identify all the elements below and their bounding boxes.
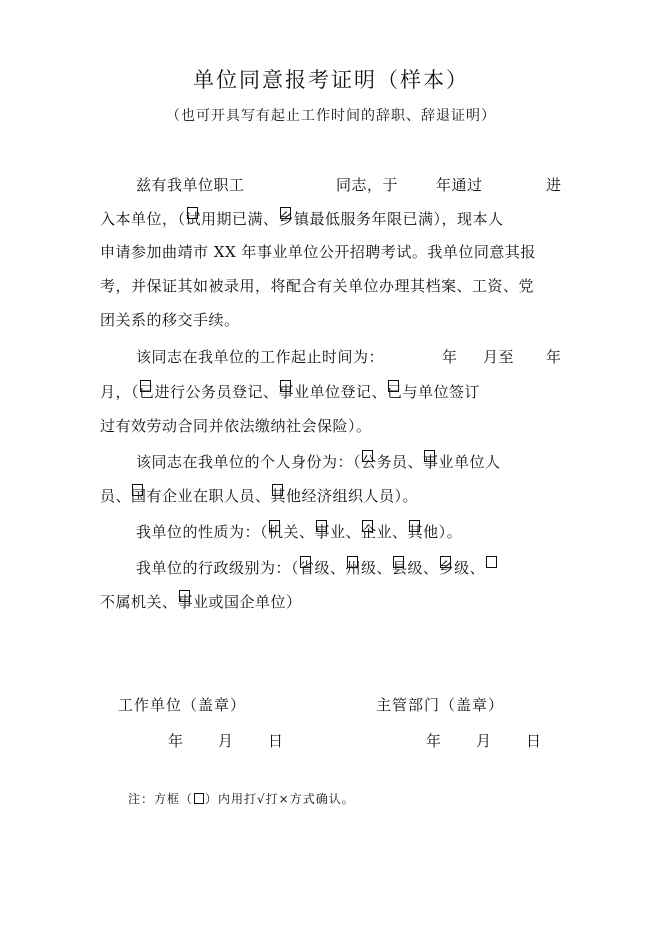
page-title: 单位同意报考证明（样本） [193,68,469,92]
text: 我单位的性质为：（ [136,523,269,541]
text: 月，（ [100,383,140,401]
text [136,556,485,580]
checkbox-level-not-institution[interactable] [179,590,190,602]
checkbox-nature-institution[interactable] [316,520,327,532]
left-year: 年 [168,732,185,750]
checkbox-township-service[interactable] [280,207,291,219]
right-year: 年 [426,732,443,750]
text: 我单位的行政级别为：（ [136,559,300,577]
para5-line2 [100,590,562,614]
checkbox-nature-organ[interactable] [269,520,280,532]
checkbox-identity-institution[interactable] [424,450,435,462]
text: 月至 [483,348,515,366]
text: 申请参加曲靖市 XX 年事业单位公开招聘考试。我单位同意其报 [100,243,536,261]
text: 不属机关、 [100,593,178,611]
checkbox-level-not-organ[interactable] [486,556,497,568]
text: 年通过 [436,176,483,194]
text: 进 [546,176,562,194]
text: 考，并保证其如被录用，将配合有关单位办理其档案、工资、党 [100,277,535,295]
text [100,207,504,231]
checkbox-probation[interactable] [187,207,198,219]
para1-line5 [100,308,562,332]
left-month: 月 [218,732,235,750]
text: 年 [546,348,562,366]
text: 该同志在我单位的个人身份为：（ [136,453,362,471]
text: 县级、 [392,559,439,577]
text: 乡级、 [438,559,486,577]
para1-line3 [100,240,562,264]
checkbox-identity-civil-servant[interactable] [362,450,373,462]
para1-line2 [100,207,562,231]
para2-line2 [100,380,562,404]
checkbox-nature-other[interactable] [409,520,420,532]
checkbox-level-prefecture[interactable] [347,556,358,568]
checkbox-institution-registered[interactable] [280,380,291,392]
text: 其他）。 [407,523,463,541]
page-subtitle: （也可开具写有起止工作时间的辞职、辞退证明） [166,108,496,124]
note-checkbox-icon [194,793,204,804]
text: 省级、 [299,559,346,577]
checkbox-level-county[interactable] [393,556,404,568]
text: 兹有我单位职工 [136,176,245,194]
text: 企业、 [361,523,408,541]
text: 事业单位登记、 [278,383,388,401]
text: 同志，于 [336,176,399,194]
checkbox-level-township[interactable] [440,556,451,568]
checkbox-identity-other[interactable] [272,484,283,496]
text [136,450,501,474]
text: 入本单位，（ [100,210,186,228]
work-unit-seal-label: 工作单位（盖章） [118,696,247,714]
text: 国有企业在职人员、 [131,487,271,505]
text [100,380,480,404]
left-day: 日 [268,732,285,750]
text: 乡镇最低服务年限已满），现本人 [278,210,504,228]
para1-line1 [100,173,562,197]
checkbox-civil-servant-registered[interactable] [140,380,151,392]
text: 其他经济组织人员）。 [270,487,419,505]
para2-line3 [100,414,562,438]
right-day: 日 [526,732,543,750]
checkbox-labor-contract[interactable] [388,380,399,392]
text: 该同志在我单位的工作起止时间为： [136,348,385,366]
para2-line1 [100,345,562,369]
para3-line1 [100,450,562,474]
text: 试用期已满、 [185,210,279,228]
para4-line1 [100,520,562,544]
text [136,520,462,544]
text: 已与单位签订 [387,383,481,401]
right-month: 月 [476,732,493,750]
text: 过有效劳动合同并依法缴纳社会保险）。 [100,417,372,435]
text: 已进行公务员登记、 [139,383,279,401]
text [100,484,418,508]
text: 事业单位人 [423,453,501,471]
checkbox-level-province[interactable] [300,556,311,568]
checkbox-nature-enterprise[interactable] [362,520,373,532]
text: 员、 [100,487,132,505]
supervisor-seal-label: 主管部门（盖章） [376,696,505,714]
text: ）内用打√打×方式确认。 [205,792,355,806]
checkbox-identity-soe[interactable] [132,484,143,496]
text [100,590,302,614]
para3-line2 [100,484,562,508]
text: 公务员、 [361,453,424,471]
text: 团关系的移交手续。 [100,311,240,329]
text: 事业、 [314,523,362,541]
text: 州级、 [345,559,393,577]
footnote [128,790,355,808]
text: 事业或国企单位） [177,593,302,611]
para5-line1 [100,556,562,580]
text: 注：方框（ [128,792,194,806]
text: 年 [442,348,458,366]
para1-line4 [100,274,562,298]
text: 机关、 [268,523,315,541]
